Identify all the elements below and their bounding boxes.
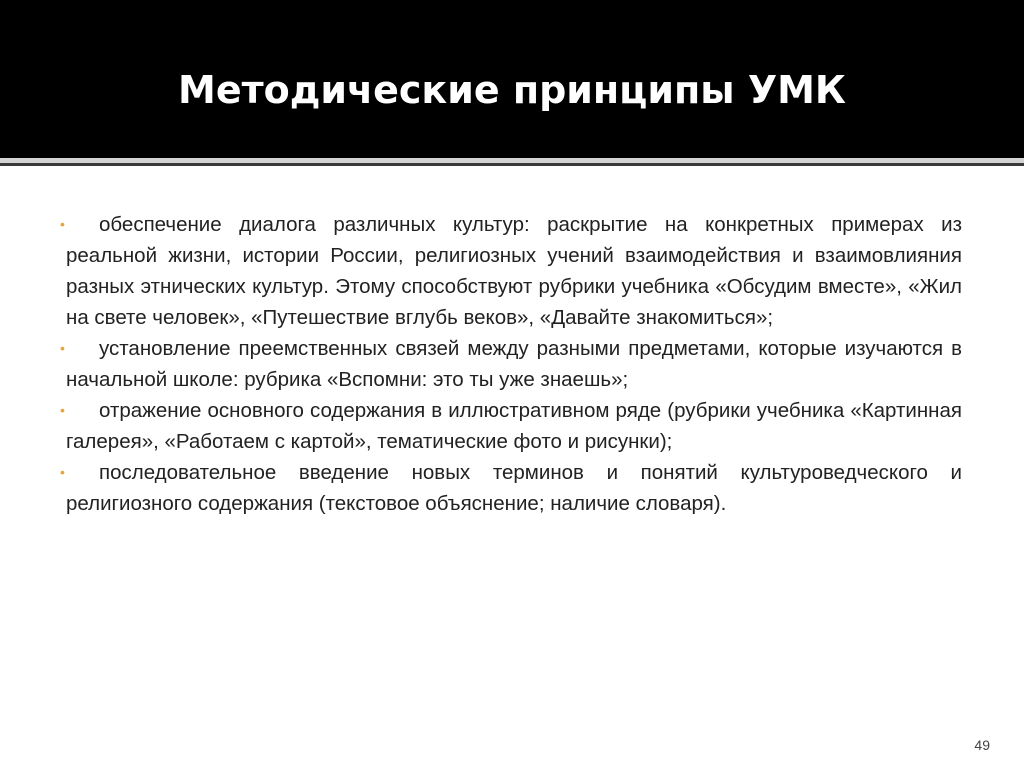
bullet-icon: • xyxy=(60,402,65,418)
bullet-list xyxy=(60,209,962,519)
title-divider-dark xyxy=(0,163,1024,166)
list-item xyxy=(60,457,962,519)
list-item xyxy=(60,209,962,333)
page-number: 49 xyxy=(974,737,990,753)
slide-title: Методические принципы УМК xyxy=(178,68,846,112)
list-item-text: последовательное введение новых терминов и понятий культуроведческого и религиозного содержания (текстовое объяснение; наличие словаря). xyxy=(66,461,962,515)
list-item-text: обеспечение диалога различных культур: раскрытие на конкретных примерах из реальной жизни, истории России, религиозных учений взаимодействия и взаимовлияния разных этнических культур. Этому способствуют рубрики учебника «Обсудим вместе», «Жил на свете человек», «Путешествие вглубь веков», «Давайте знакомиться»; xyxy=(66,213,962,329)
list-item-text: установление преемственных связей между разными предметами, которые изучаются в начальной школе: рубрика «Вспомни: это ты уже знаешь»; xyxy=(66,337,962,391)
bullet-icon: • xyxy=(60,216,65,232)
bullet-icon: • xyxy=(60,464,65,480)
title-bar xyxy=(0,0,1024,158)
list-item-text: отражение основного содержания в иллюстративном ряде (рубрики учебника «Картинная галерея», «Работаем с картой», тематические фото и рисунки); xyxy=(66,399,962,453)
bullet-icon: • xyxy=(60,340,65,356)
list-item xyxy=(60,395,962,457)
list-item xyxy=(60,333,962,395)
